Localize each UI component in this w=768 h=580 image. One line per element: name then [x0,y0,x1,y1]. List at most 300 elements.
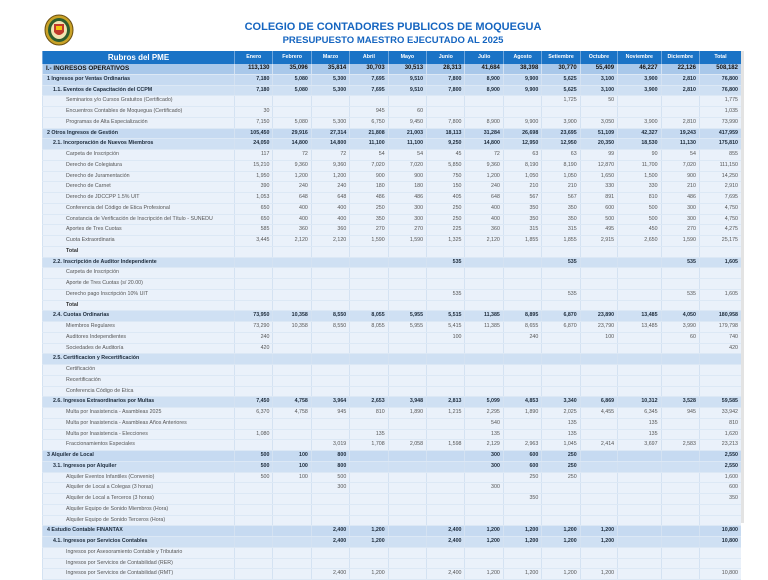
row-label: Seminarios y/o Cursos Gratuitos (Certificado) [43,96,235,107]
month-value-cell: 8,190 [542,160,580,171]
row-label: 2.4. Cuotas Ordinarias [43,311,235,322]
month-value-cell: 7,450 [235,397,273,408]
table-row [43,418,742,429]
month-value-cell: 7,800 [427,74,465,85]
month-value-cell [465,246,503,257]
month-value-cell [350,343,388,354]
row-label: Conferencia Código de Etica [43,386,235,397]
row-total-cell: 14,250 [699,171,741,182]
month-value-cell: 450 [618,225,661,236]
month-value-cell: 3,050 [580,117,617,128]
month-value-cell: 585 [235,225,273,236]
month-value-cell [618,547,661,558]
month-value-cell [618,537,661,548]
month-value-cell: 350 [542,203,580,214]
month-value-cell: 240 [465,182,503,193]
month-value-cell: 750 [427,171,465,182]
month-value-cell: 1,045 [542,440,580,451]
month-value-cell [388,96,426,107]
row-label: Alquiler Equipo de Sonido Miembros (Hora) [43,504,235,515]
month-value-cell [618,558,661,569]
month-value-cell: 810 [350,408,388,419]
month-value-cell: 1,200 [580,526,617,537]
month-value-cell: 350 [503,203,541,214]
table-row [43,515,742,526]
month-value-cell: 250 [427,203,465,214]
month-value-cell [388,429,426,440]
month-value-cell [427,386,465,397]
month-value-cell: 648 [311,193,349,204]
month-value-cell: 210 [503,182,541,193]
month-value-cell: 29,916 [273,128,311,139]
row-label: 3 Alquiler de Local [43,451,235,462]
month-value-cell [542,300,580,311]
month-value-cell: 19,243 [661,128,699,139]
month-value-cell [427,107,465,118]
month-value-cell [465,515,503,526]
month-value-cell [542,343,580,354]
row-label: Encuentros Contables de Moquegua (Certificado) [43,107,235,118]
month-value-cell: 3,900 [618,117,661,128]
month-value-cell [465,547,503,558]
month-value-cell [311,386,349,397]
month-value-cell: 2,400 [427,569,465,580]
month-value-cell [311,375,349,386]
month-value-cell [427,472,465,483]
month-value-cell: 900 [388,171,426,182]
month-value-cell: 8,900 [465,85,503,96]
month-value-cell: 1,855 [503,236,541,247]
month-value-cell [580,365,617,376]
month-value-cell [465,354,503,365]
month-value-cell: 20,350 [580,139,617,150]
month-value-cell: 63 [542,150,580,161]
month-value-cell [465,472,503,483]
month-value-cell [273,96,311,107]
month-value-cell [661,537,699,548]
month-value-cell [661,451,699,462]
month-value-cell: 3,697 [618,440,661,451]
month-value-cell: 3,528 [661,397,699,408]
table-row [43,74,742,85]
month-value-cell [542,494,580,505]
month-value-cell [465,96,503,107]
month-value-cell [542,279,580,290]
row-label: Total [43,246,235,257]
month-value-cell [235,537,273,548]
month-value-cell: 1,053 [235,193,273,204]
month-value-cell: 315 [503,225,541,236]
month-value-cell [311,515,349,526]
month-value-cell: 4,758 [273,408,311,419]
month-value-cell [388,461,426,472]
month-value-cell [273,332,311,343]
table-row [43,203,742,214]
month-value-cell [388,343,426,354]
month-value-cell: 35,096 [273,64,311,74]
scrollbar-track[interactable] [741,51,744,523]
month-value-cell: 2,650 [618,236,661,247]
month-value-cell [235,547,273,558]
month-value-cell: 150 [427,182,465,193]
month-value-cell: 63 [503,150,541,161]
month-value-cell: 1,890 [503,408,541,419]
month-value-cell [350,365,388,376]
month-value-cell: 60 [388,107,426,118]
month-value-cell [661,472,699,483]
row-total-cell: 111,150 [699,160,741,171]
table-row [43,537,742,548]
row-total-cell: 1,600 [699,472,741,483]
row-total-cell: 179,798 [699,322,741,333]
month-value-cell: 3,948 [388,397,426,408]
row-total-cell: 1,605 [699,289,741,300]
month-value-cell [542,332,580,343]
month-value-cell [427,504,465,515]
month-value-cell [503,246,541,257]
month-value-cell: 500 [235,461,273,472]
row-total-cell: 420 [699,343,741,354]
month-value-cell: 2,400 [311,569,349,580]
month-value-cell: 11,385 [465,322,503,333]
month-value-cell: 5,080 [273,117,311,128]
row-label: 4.1. Ingresos por Servicios Contables [43,537,235,548]
month-value-cell: 3,900 [618,74,661,85]
month-value-cell [311,279,349,290]
month-value-cell [542,365,580,376]
month-value-cell [235,375,273,386]
month-value-cell [465,365,503,376]
month-value-cell: 18,113 [427,128,465,139]
month-value-cell: 2,583 [661,440,699,451]
month-value-cell [618,483,661,494]
row-total-cell: 600 [699,483,741,494]
month-value-cell [661,483,699,494]
month-value-cell [311,418,349,429]
month-value-cell: 90 [618,150,661,161]
month-value-cell: 105,450 [235,128,273,139]
month-value-cell: 7,695 [350,74,388,85]
month-value-cell: 1,080 [235,429,273,440]
row-label: Carpeta de Inscripción [43,150,235,161]
month-value-cell: 1,200 [273,171,311,182]
month-value-cell: 7,800 [427,117,465,128]
month-value-cell: 648 [273,193,311,204]
month-value-cell [235,386,273,397]
month-value-cell [350,386,388,397]
row-total-cell: 76,800 [699,74,741,85]
month-value-cell [273,537,311,548]
month-value-cell [388,537,426,548]
month-value-cell: 1,590 [350,236,388,247]
table-row [43,85,742,96]
row-total-cell: 73,990 [699,117,741,128]
column-header-setiembre: Setiembre [542,51,580,64]
month-value-cell: 6,869 [580,397,617,408]
month-value-cell [350,332,388,343]
table-row [43,236,742,247]
month-value-cell: 900 [350,171,388,182]
month-value-cell: 2,963 [503,440,541,451]
month-value-cell [350,246,388,257]
month-value-cell: 500 [235,451,273,462]
month-value-cell [618,279,661,290]
row-label: I.- INGRESOS OPERATIVOS [43,64,235,74]
month-value-cell [661,494,699,505]
month-value-cell: 2,400 [427,526,465,537]
month-value-cell: 14,800 [465,139,503,150]
month-value-cell: 5,625 [542,85,580,96]
month-value-cell: 5,955 [388,322,426,333]
row-total-cell: 33,942 [699,408,741,419]
month-value-cell: 26,698 [503,128,541,139]
month-value-cell: 30,770 [542,64,580,74]
month-value-cell [661,354,699,365]
month-value-cell [580,343,617,354]
month-value-cell [618,461,661,472]
month-value-cell [661,96,699,107]
month-value-cell: 30,703 [350,64,388,74]
month-value-cell [580,268,617,279]
month-value-cell [273,375,311,386]
month-value-cell: 100 [580,332,617,343]
month-value-cell [661,558,699,569]
month-value-cell: 11,130 [661,139,699,150]
row-total-cell [699,246,741,257]
month-value-cell [661,515,699,526]
month-value-cell [618,107,661,118]
month-value-cell [388,547,426,558]
month-value-cell [580,418,617,429]
month-value-cell: 6,870 [542,311,580,322]
month-value-cell [580,483,617,494]
row-label: Sociedades de Auditoría [43,343,235,354]
month-value-cell [503,268,541,279]
month-value-cell: 300 [465,451,503,462]
month-value-cell [427,375,465,386]
table-row [43,279,742,290]
month-value-cell [503,279,541,290]
month-value-cell: 535 [427,257,465,268]
row-total-cell: 180,958 [699,311,741,322]
row-label: Derecho de JDCCPP 1.5% UIT [43,193,235,204]
month-value-cell: 6,750 [350,117,388,128]
month-value-cell: 31,284 [465,128,503,139]
month-value-cell: 5,850 [427,160,465,171]
month-value-cell [661,279,699,290]
row-label: Programas de Alta Especialización [43,117,235,128]
table-row [43,193,742,204]
month-value-cell [427,547,465,558]
month-value-cell [273,246,311,257]
month-value-cell: 73,290 [235,322,273,333]
month-value-cell: 486 [661,193,699,204]
month-value-cell [273,504,311,515]
month-value-cell [542,268,580,279]
month-value-cell [350,558,388,569]
month-value-cell [542,246,580,257]
month-value-cell [388,279,426,290]
month-value-cell: 7,180 [235,85,273,96]
row-total-cell [699,354,741,365]
month-value-cell [273,558,311,569]
month-value-cell: 1,200 [350,537,388,548]
month-value-cell [388,472,426,483]
month-value-cell: 1,500 [618,171,661,182]
row-total-cell: 25,175 [699,236,741,247]
month-value-cell [273,268,311,279]
month-value-cell: 51,109 [580,128,617,139]
table-row [43,472,742,483]
month-value-cell [388,558,426,569]
column-header-noviembre: Noviembre [618,51,661,64]
month-value-cell: 650 [235,203,273,214]
month-value-cell [273,515,311,526]
month-value-cell: 2,400 [427,537,465,548]
month-value-cell: 2,120 [465,236,503,247]
month-value-cell: 54 [388,150,426,161]
month-value-cell: 1,200 [465,537,503,548]
month-value-cell: 5,080 [273,85,311,96]
month-value-cell [618,332,661,343]
month-value-cell: 3,100 [580,74,617,85]
month-value-cell [235,246,273,257]
month-value-cell: 2,120 [273,236,311,247]
row-label: Certificación [43,365,235,376]
month-value-cell: 3,340 [542,397,580,408]
month-value-cell: 535 [542,257,580,268]
month-value-cell: 9,360 [273,160,311,171]
row-total-cell [699,515,741,526]
month-value-cell: 11,700 [618,160,661,171]
month-value-cell: 23,790 [580,322,617,333]
month-value-cell [503,289,541,300]
month-value-cell: 54 [661,150,699,161]
row-label: Carpeta de Inscripción [43,268,235,279]
month-value-cell: 5,099 [465,397,503,408]
month-value-cell [350,472,388,483]
month-value-cell [235,515,273,526]
month-value-cell: 240 [311,182,349,193]
month-value-cell [427,246,465,257]
month-value-cell: 225 [427,225,465,236]
row-total-cell: 1,620 [699,429,741,440]
month-value-cell: 7,150 [235,117,273,128]
month-value-cell [273,440,311,451]
month-value-cell [427,343,465,354]
row-label: Derecho de Carnet [43,182,235,193]
month-value-cell: 28,313 [427,64,465,74]
month-value-cell: 330 [618,182,661,193]
month-value-cell: 250 [542,472,580,483]
month-value-cell: 135 [542,418,580,429]
month-value-cell [503,483,541,494]
month-value-cell [542,483,580,494]
month-value-cell [273,483,311,494]
month-value-cell: 11,385 [465,311,503,322]
table-row [43,461,742,472]
month-value-cell: 24,050 [235,139,273,150]
month-value-cell: 540 [465,418,503,429]
month-value-cell: 9,360 [311,160,349,171]
row-total-cell [699,504,741,515]
row-label: Recertificación [43,375,235,386]
month-value-cell [273,365,311,376]
month-value-cell [580,289,617,300]
month-value-cell [350,268,388,279]
table-body [43,64,742,580]
month-value-cell [235,257,273,268]
month-value-cell [427,354,465,365]
month-value-cell [618,365,661,376]
month-value-cell [661,386,699,397]
month-value-cell: 7,020 [661,160,699,171]
row-total-cell: 2,550 [699,461,741,472]
month-value-cell [465,332,503,343]
month-value-cell [618,451,661,462]
month-value-cell [350,494,388,505]
month-value-cell [273,107,311,118]
month-value-cell [311,365,349,376]
month-value-cell [542,515,580,526]
month-value-cell: 800 [311,461,349,472]
month-value-cell: 210 [542,182,580,193]
month-value-cell [235,96,273,107]
month-value-cell [311,246,349,257]
month-value-cell: 810 [618,193,661,204]
month-value-cell [580,451,617,462]
month-value-cell [388,569,426,580]
month-value-cell [542,375,580,386]
month-value-cell: 8,550 [311,311,349,322]
table-row [43,483,742,494]
month-value-cell: 6,370 [235,408,273,419]
table-row [43,429,742,440]
month-value-cell: 1,890 [388,408,426,419]
row-total-cell: 4,750 [699,214,741,225]
table-row [43,117,742,128]
month-value-cell [273,354,311,365]
month-value-cell [618,375,661,386]
month-value-cell [618,494,661,505]
month-value-cell [661,569,699,580]
month-value-cell [503,343,541,354]
month-value-cell: 2,129 [465,440,503,451]
month-value-cell: 1,590 [388,236,426,247]
month-value-cell: 1,200 [542,526,580,537]
month-value-cell [542,107,580,118]
month-value-cell [388,257,426,268]
month-value-cell: 9,450 [388,117,426,128]
row-label: Alquiler Equipo de Sonido Terceros (Hora) [43,515,235,526]
month-value-cell: 50 [580,96,617,107]
month-value-cell: 4,758 [273,397,311,408]
month-value-cell: 500 [235,472,273,483]
month-value-cell [503,96,541,107]
month-value-cell: 5,300 [311,74,349,85]
month-value-cell [427,461,465,472]
month-value-cell: 5,625 [542,74,580,85]
month-value-cell: 10,312 [618,397,661,408]
month-value-cell [542,354,580,365]
month-value-cell [273,569,311,580]
month-value-cell [427,96,465,107]
month-value-cell: 8,190 [503,160,541,171]
month-value-cell: 45 [427,150,465,161]
month-value-cell [350,375,388,386]
month-value-cell: 2,915 [580,236,617,247]
month-value-cell: 12,950 [503,139,541,150]
